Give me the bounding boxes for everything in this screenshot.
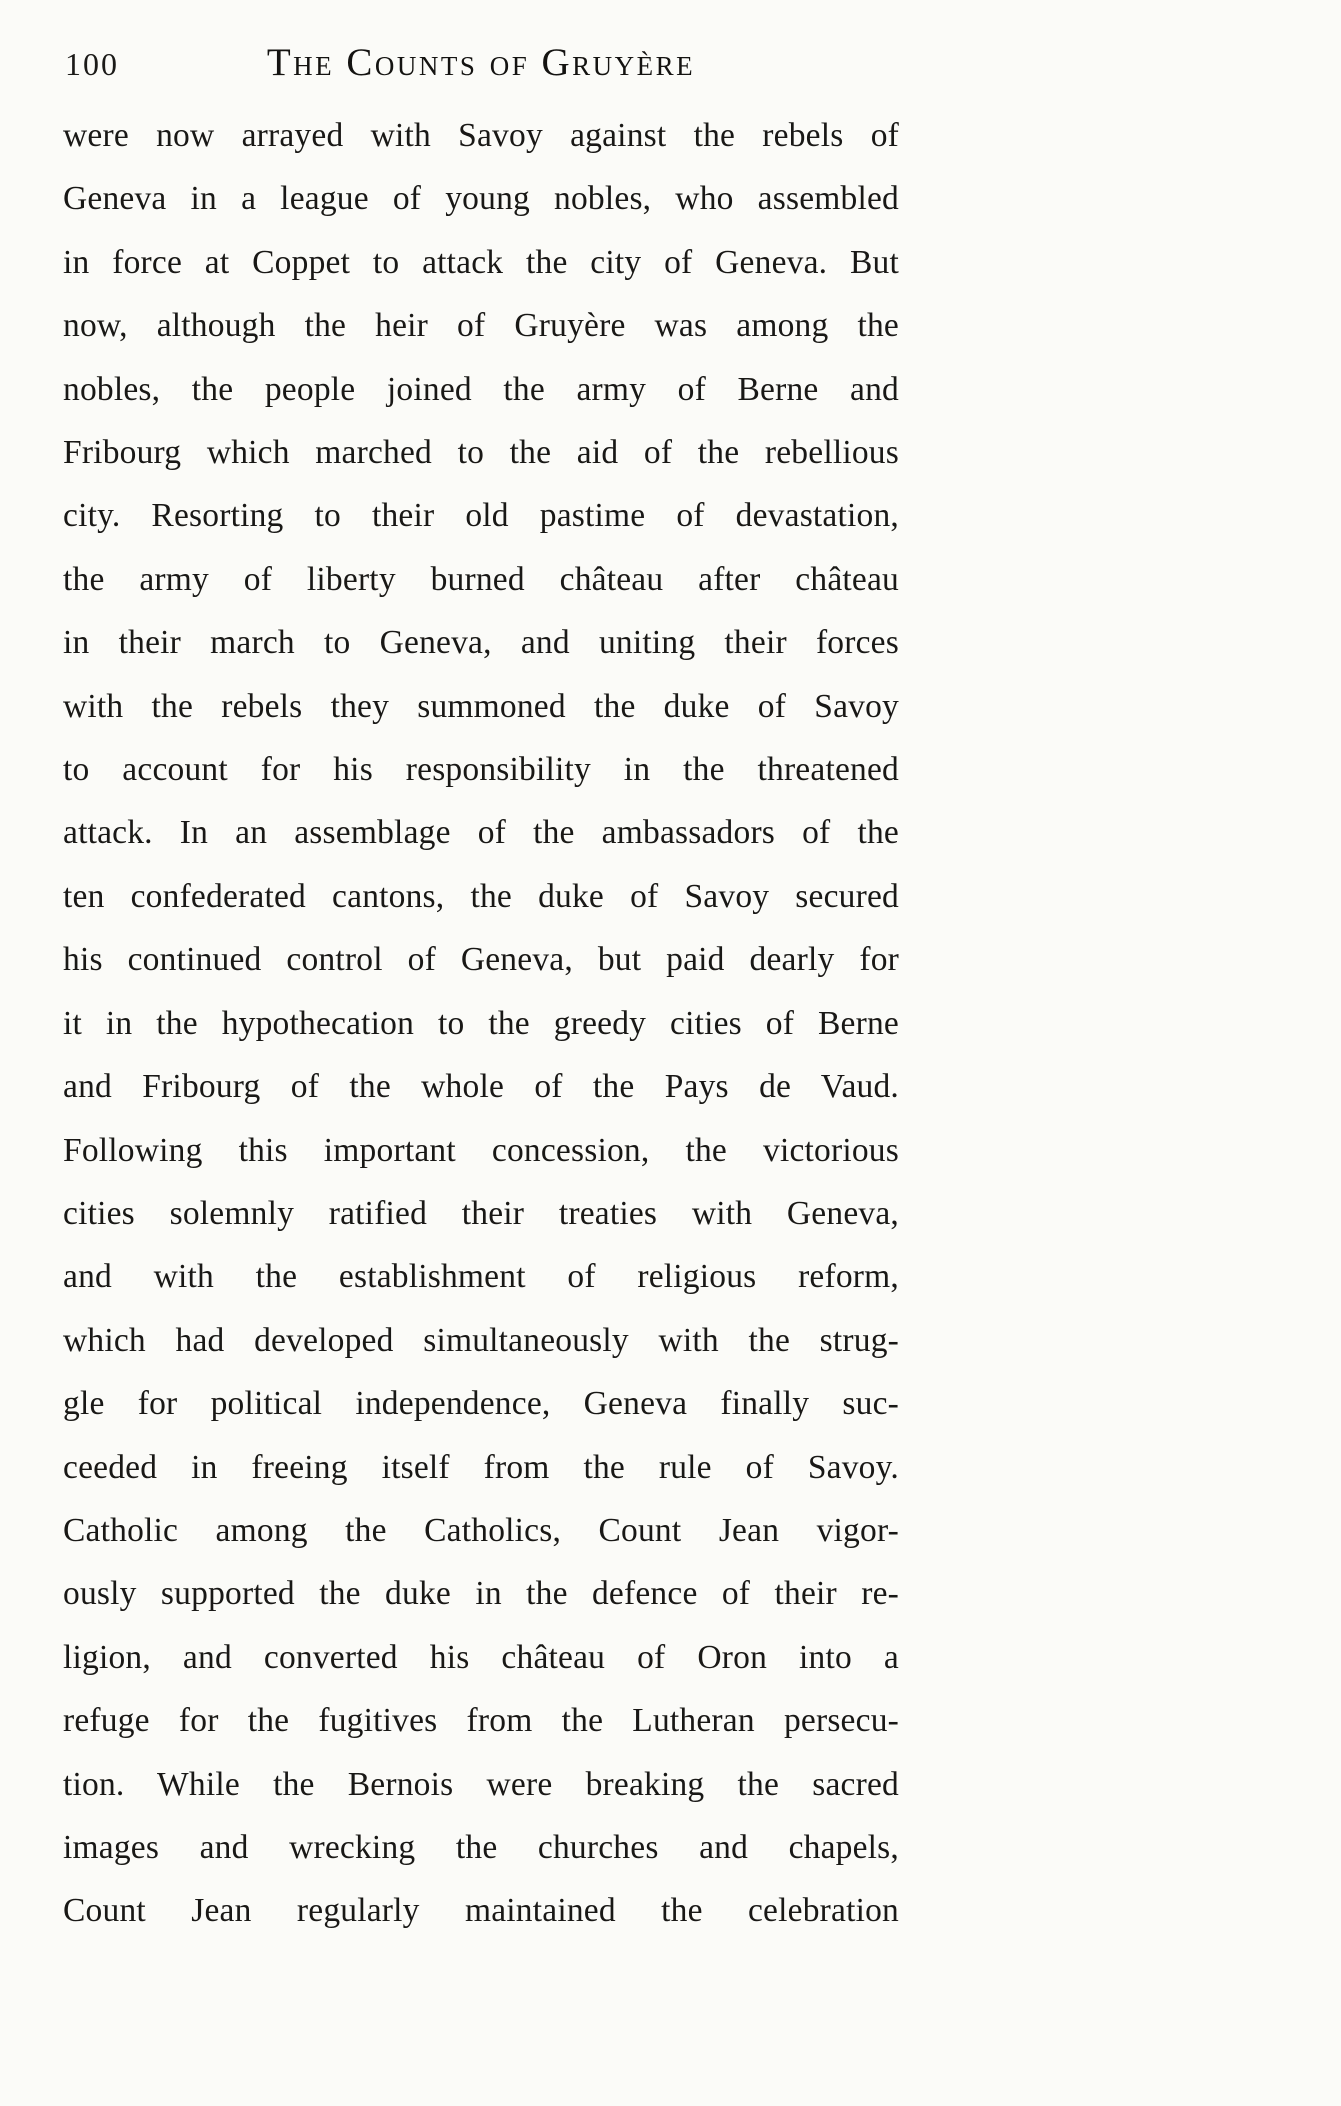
text-line: city. Resorting to their old pastime of devastation, — [63, 497, 899, 535]
text-line: refuge for the fugitives from the Lutheran persecu- — [63, 1702, 899, 1740]
text-line: the army of liberty burned château after château — [63, 560, 899, 598]
text-line: Count Jean regularly maintained the celebration — [63, 1892, 899, 1930]
text-line: were now arrayed with Savoy against the rebels of — [63, 117, 899, 154]
text-line: now, although the heir of Gruyère was among the — [63, 307, 899, 345]
text-line: and with the establishment of religious reform, — [63, 1258, 899, 1296]
text-column — [63, 40, 899, 1943]
text-line: nobles, the people joined the army of Berne and — [63, 370, 899, 408]
text-line: in force at Coppet to attack the city of Geneva. But — [63, 243, 899, 281]
body-text — [63, 104, 899, 1943]
text-line: cities solemnly ratified their treaties with Geneva, — [63, 1194, 899, 1232]
page-title: The Counts of Gruyère — [266, 41, 696, 84]
text-line: tion. While the Bernois were breaking the sacred — [63, 1765, 899, 1803]
text-line: in their march to Geneva, and uniting their forces — [63, 624, 899, 662]
text-line: ligion, and converted his château of Oron into a — [63, 1638, 899, 1676]
text-line: ously supported the duke in the defence of their re- — [63, 1575, 899, 1613]
text-line: ten confederated cantons, the duke of Savoy secured — [63, 877, 899, 915]
text-line: images and wrecking the churches and chapels, — [63, 1828, 899, 1866]
text-line: ceeded in freeing itself from the rule of Savoy. — [63, 1448, 899, 1486]
text-line: with the rebels they summoned the duke of Savoy — [63, 687, 899, 725]
text-line: attack. In an assemblage of the ambassadors of the — [63, 814, 899, 852]
text-line: and Fribourg of the whole of the Pays de Vaud. — [63, 1068, 899, 1106]
page-number: 100 — [65, 46, 119, 82]
text-line: to account for his responsibility in the threatened — [63, 751, 899, 789]
text-line: Catholic among the Catholics, Count Jean vigor- — [63, 1511, 899, 1549]
text-line: it in the hypothecation to the greedy cities of Berne — [63, 1004, 899, 1042]
running-header — [63, 40, 899, 96]
text-line: Following this important concession, the victorious — [63, 1131, 899, 1169]
text-line: which had developed simultaneously with the strug- — [63, 1321, 899, 1359]
text-line: Fribourg which marched to the aid of the rebellious — [63, 434, 899, 472]
text-line: gle for political independence, Geneva finally suc- — [63, 1385, 899, 1423]
text-line: Geneva in a league of young nobles, who assembled — [63, 180, 899, 218]
text-line: his continued control of Geneva, but paid dearly for — [63, 941, 899, 979]
